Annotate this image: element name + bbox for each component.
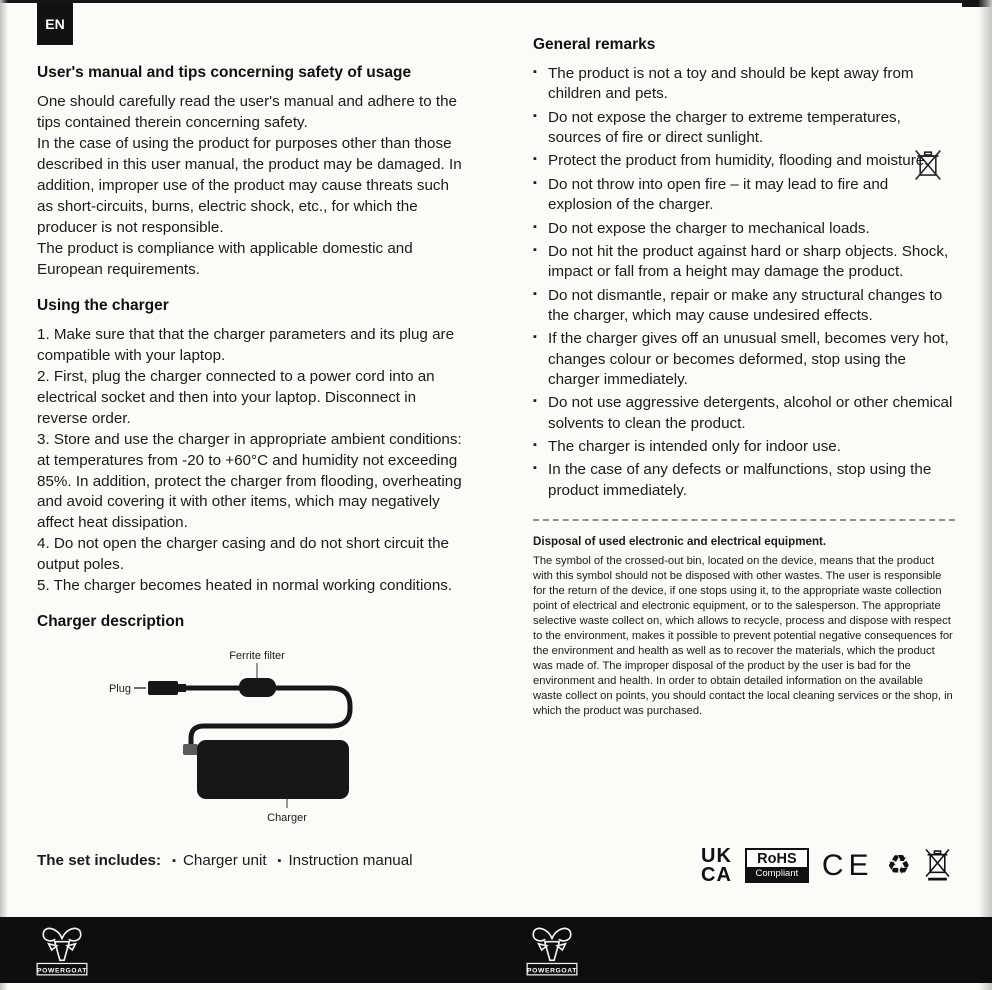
safety-paragraph: In the case of using the product for purposes other than those described in this user manual, the product may be damaged. In addition, improper use of the product may cause threats such as short-circuits, burns, electric shock, etc., for which the producer is not responsible.: [37, 134, 462, 236]
remark-item: ▪ Do not hit the product against hard or sharp objects. Shock, impact or fall from a height may damage the product.: [533, 242, 955, 283]
scan-edge-top: [0, 0, 992, 3]
safety-heading: User's manual and tips concerning safety of usage: [37, 64, 412, 81]
disposal-heading: Disposal of used electronic and electrical equipment.: [533, 535, 827, 549]
recycling-symbol-icon: ♻: [886, 850, 911, 880]
set-includes: [37, 852, 469, 869]
step-item: 1. Make sure that that the charger parameters and its plug are compatible with your laptop.: [37, 325, 455, 364]
rohs-mark: [745, 848, 809, 883]
ferrite-filter-shape: [239, 678, 276, 697]
powergoat-banner-text: POWERGOAT: [37, 967, 87, 975]
ukca-mark: [701, 844, 732, 886]
language-badge: EN: [37, 3, 73, 45]
step-item: 3. Store and use the charger in appropriate ambient conditions: at temperatures from -20 to +60°C and humidity not exceeding 85%. In addition, protect the charger from flooding, overheating and avoid covering it with other items, which may negatively affect heat dissipation.: [37, 430, 462, 532]
weee-bin-icon: [924, 845, 951, 886]
remark-item: ▪ Do not expose the charger to extreme temperatures, sources of fire or direct sunlight.: [533, 108, 955, 149]
general-remarks-list: [533, 64, 955, 501]
charger-body-shape: [197, 740, 349, 799]
ukca-top: UK: [701, 844, 732, 867]
crossed-out-bin-icon: [913, 146, 943, 189]
rohs-compliant-label: Compliant: [747, 867, 807, 881]
powergoat-logo: [34, 921, 90, 984]
remark-item: ▪ If the charger gives off an unusual smell, becomes very hot, changes colour or becomes deformed, stop using the charger immediately.: [533, 329, 955, 390]
remark-item: ▪ The product is not a toy and should be kept away from children and pets.: [533, 64, 955, 105]
remark-item: ▪ Protect the product from humidity, flooding and moisture.: [533, 151, 955, 171]
charger-label: Charger: [267, 812, 307, 825]
ukca-bottom: CA: [701, 863, 732, 886]
ce-mark: CE: [821, 848, 874, 882]
step-item: 5. The charger becomes heated in normal working conditions.: [37, 577, 453, 595]
general-remarks-heading: General remarks: [533, 36, 656, 53]
rohs-label: RoHS: [757, 851, 797, 867]
step-item: 2. First, plug the charger connected to a power cord into an electrical socket and then into your laptop. Disconnect in reverse order.: [37, 367, 435, 427]
plug-shape: [148, 681, 178, 695]
remark-item: ▪ Do not expose the charger to mechanical loads.: [533, 219, 955, 239]
compliance-marks: [701, 845, 951, 886]
charger-diagram: [101, 645, 469, 830]
remark-item: ▪ Do not throw into open fire – it may lead to fire and explosion of the charger.: [533, 175, 955, 216]
set-includes-item: ▪ Charger unit: [161, 852, 266, 869]
ferrite-filter-label: Ferrite filter: [229, 650, 285, 663]
set-includes-item: ▪ Instruction manual: [267, 852, 413, 869]
charger-description-heading: Charger description: [37, 613, 185, 631]
right-column: [533, 36, 955, 719]
safety-paragraph: The product is compliance with applicable domestic and European requirements.: [37, 239, 413, 278]
step-item: 4. Do not open the charger casing and do not short circuit the output poles.: [37, 535, 450, 574]
remark-item: ▪ In the case of any defects or malfunctions, stop using the product immediately.: [533, 460, 955, 501]
set-includes-label: The set includes:: [37, 852, 162, 870]
footer-band: [0, 917, 992, 983]
safety-paragraph: One should carefully read the user's manual and adhere to the tips contained therein concerning safety.: [37, 93, 457, 131]
remark-item: ▪ Do not dismantle, repair or make any structural changes to the charger, which may cause undesired effects.: [533, 286, 955, 327]
charger-diagram-drawing: [101, 645, 401, 825]
powergoat-logo: [524, 921, 580, 984]
using-charger-steps: [37, 325, 469, 598]
powergoat-banner-text: POWERGOAT: [527, 967, 577, 975]
using-charger-heading: Using the charger: [37, 296, 169, 314]
left-column: [37, 64, 469, 869]
disposal-body: The symbol of the crossed-out bin, located on the device, means that the product with this symbol should not be disposed with other wastes. The user is responsible for the return of the device, if one stops using it, to the appropriate waste collection point of electrical and electronic equipment, or to the salesperson. The appropriate selective waste collect on, which allows to recycle, process and dispose with respect to the environment, makes it possible to prevent potential negative consequences for the environment and health as well as to recover the materials, which the product was made of. The improper disposal of the product by the user is bad for the environment and health. In order to obtain detailed information on the available waste collect on points, you should contact the local cleaning services or the shop, in which the product was purchased.: [533, 555, 953, 718]
scan-edge-right: [978, 0, 992, 990]
remark-item: ▪ Do not use aggressive detergents, alcohol or other chemical solvents to clean the product.: [533, 393, 955, 434]
plug-label: Plug: [108, 683, 131, 696]
scan-edge-left: [0, 0, 8, 990]
connector-shape: [183, 744, 198, 755]
dashed-divider: [533, 519, 955, 521]
remark-item: ▪ The charger is intended only for indoor use.: [533, 437, 955, 457]
